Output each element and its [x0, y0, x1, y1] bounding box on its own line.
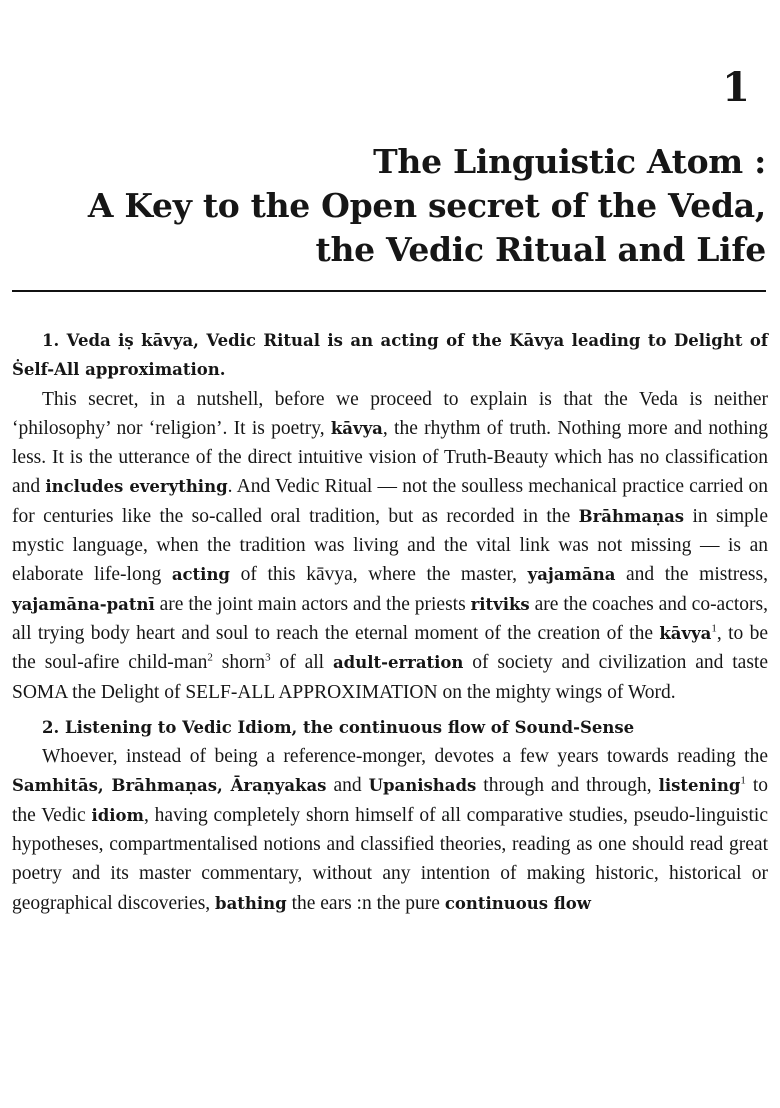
bold-term: idiom — [91, 805, 144, 825]
title-rule-divider — [12, 290, 766, 292]
section-heading-2: 2. Listening to Vedic Idiom, the continuous flow of Sound-Sense — [42, 717, 635, 737]
bold-term: yajamāna — [527, 565, 616, 585]
chapter-title — [10, 140, 766, 272]
text-run: and the mistress, — [615, 564, 768, 586]
bold-term: Samhitās, Brāhmaṇas, Āraṇyakas — [12, 776, 327, 796]
text-run: the ears :n the pure — [286, 892, 445, 914]
text-run: This secret, in a nutshell, before we proceed to explain is that the Veda is neither ‘philosophy’ nor ‘religion’. It is poetry, — [12, 388, 768, 439]
text-run: and — [326, 775, 369, 797]
bold-term: acting — [171, 565, 230, 585]
section-paragraph-2 — [12, 742, 768, 918]
chapter-title-line: A Key to the Open secret of the Veda, — [87, 186, 766, 225]
footnote-marker: 1 — [711, 622, 717, 635]
footnote-marker: 3 — [265, 651, 271, 664]
bold-term: adult-erration — [332, 653, 464, 673]
body-text — [12, 326, 768, 924]
section-paragraph-1 — [12, 385, 768, 707]
text-run: in simple mystic language, when the tradition was living and the vital link was not missing — is an elaborate life-long — [12, 505, 768, 586]
section-heading-1: 1. Veda iṣ kāvya, Vedic Ritual is an acting of the Kāvya leading to Delight of Ṡelf-All approximation. — [12, 331, 768, 380]
footnote-marker: 2 — [207, 651, 213, 664]
bold-term: listening — [658, 776, 741, 796]
text-run: shorn — [212, 652, 266, 674]
bold-term: kāvya — [659, 623, 712, 643]
bold-term: includes everything — [45, 477, 228, 497]
footnote-marker: 1 — [740, 774, 746, 787]
bold-term: bathing — [215, 893, 287, 913]
text-run: of all — [270, 652, 333, 674]
bold-term: yajamāna-patnī — [12, 594, 155, 614]
text-run: , the rhythm of truth. Nothing more and nothing less. It is the utterance of the direct intuitive vision of Truth-Beauty which has no classification and — [12, 417, 768, 498]
bold-term: kāvya — [330, 418, 383, 438]
text-run: , having completely shorn himself of all comparative studies, pseudo-linguistic hypotheses, compartmentalised notions and classified theories, reading as one should read great poetry and its master commentary, without any intention of making historic, historical or geographical discoveries, — [12, 804, 768, 914]
text-run: are the coaches and co-actors, all trying body heart and soul to reach the eternal moment of the creation of the — [12, 593, 768, 644]
bold-term: continuous flow — [444, 893, 591, 913]
text-run: . And Vedic Ritual — not the soulless mechanical practice carried on for centuries like the so-called oral tradition, but as recorded in the — [12, 476, 769, 527]
text-run: , to be the soul-afire child-man — [12, 622, 769, 674]
text-run: to the Vedic — [12, 775, 769, 826]
chapter-number: 1 — [722, 64, 750, 111]
bold-term: Upanishads — [368, 776, 477, 796]
text-run: Whoever, instead of being a reference-monger, devotes a few years towards reading the — [42, 746, 768, 768]
text-run: of society and civilization and taste SOMA the Delight of SELF-ALL APPROXIMATION on the mighty wings of Word. — [12, 652, 768, 703]
chapter-title-line: the Vedic Ritual and Life — [315, 230, 766, 269]
bold-term: ritviks — [470, 594, 530, 614]
text-run: through and through, — [476, 775, 659, 797]
chapter-title-line: The Linguistic Atom : — [373, 142, 766, 181]
text-run: of this kāvya, where the master, — [229, 564, 528, 586]
text-run: are the joint main actors and the priests — [154, 593, 471, 615]
bold-term: Brāhmaṇas — [578, 506, 685, 526]
